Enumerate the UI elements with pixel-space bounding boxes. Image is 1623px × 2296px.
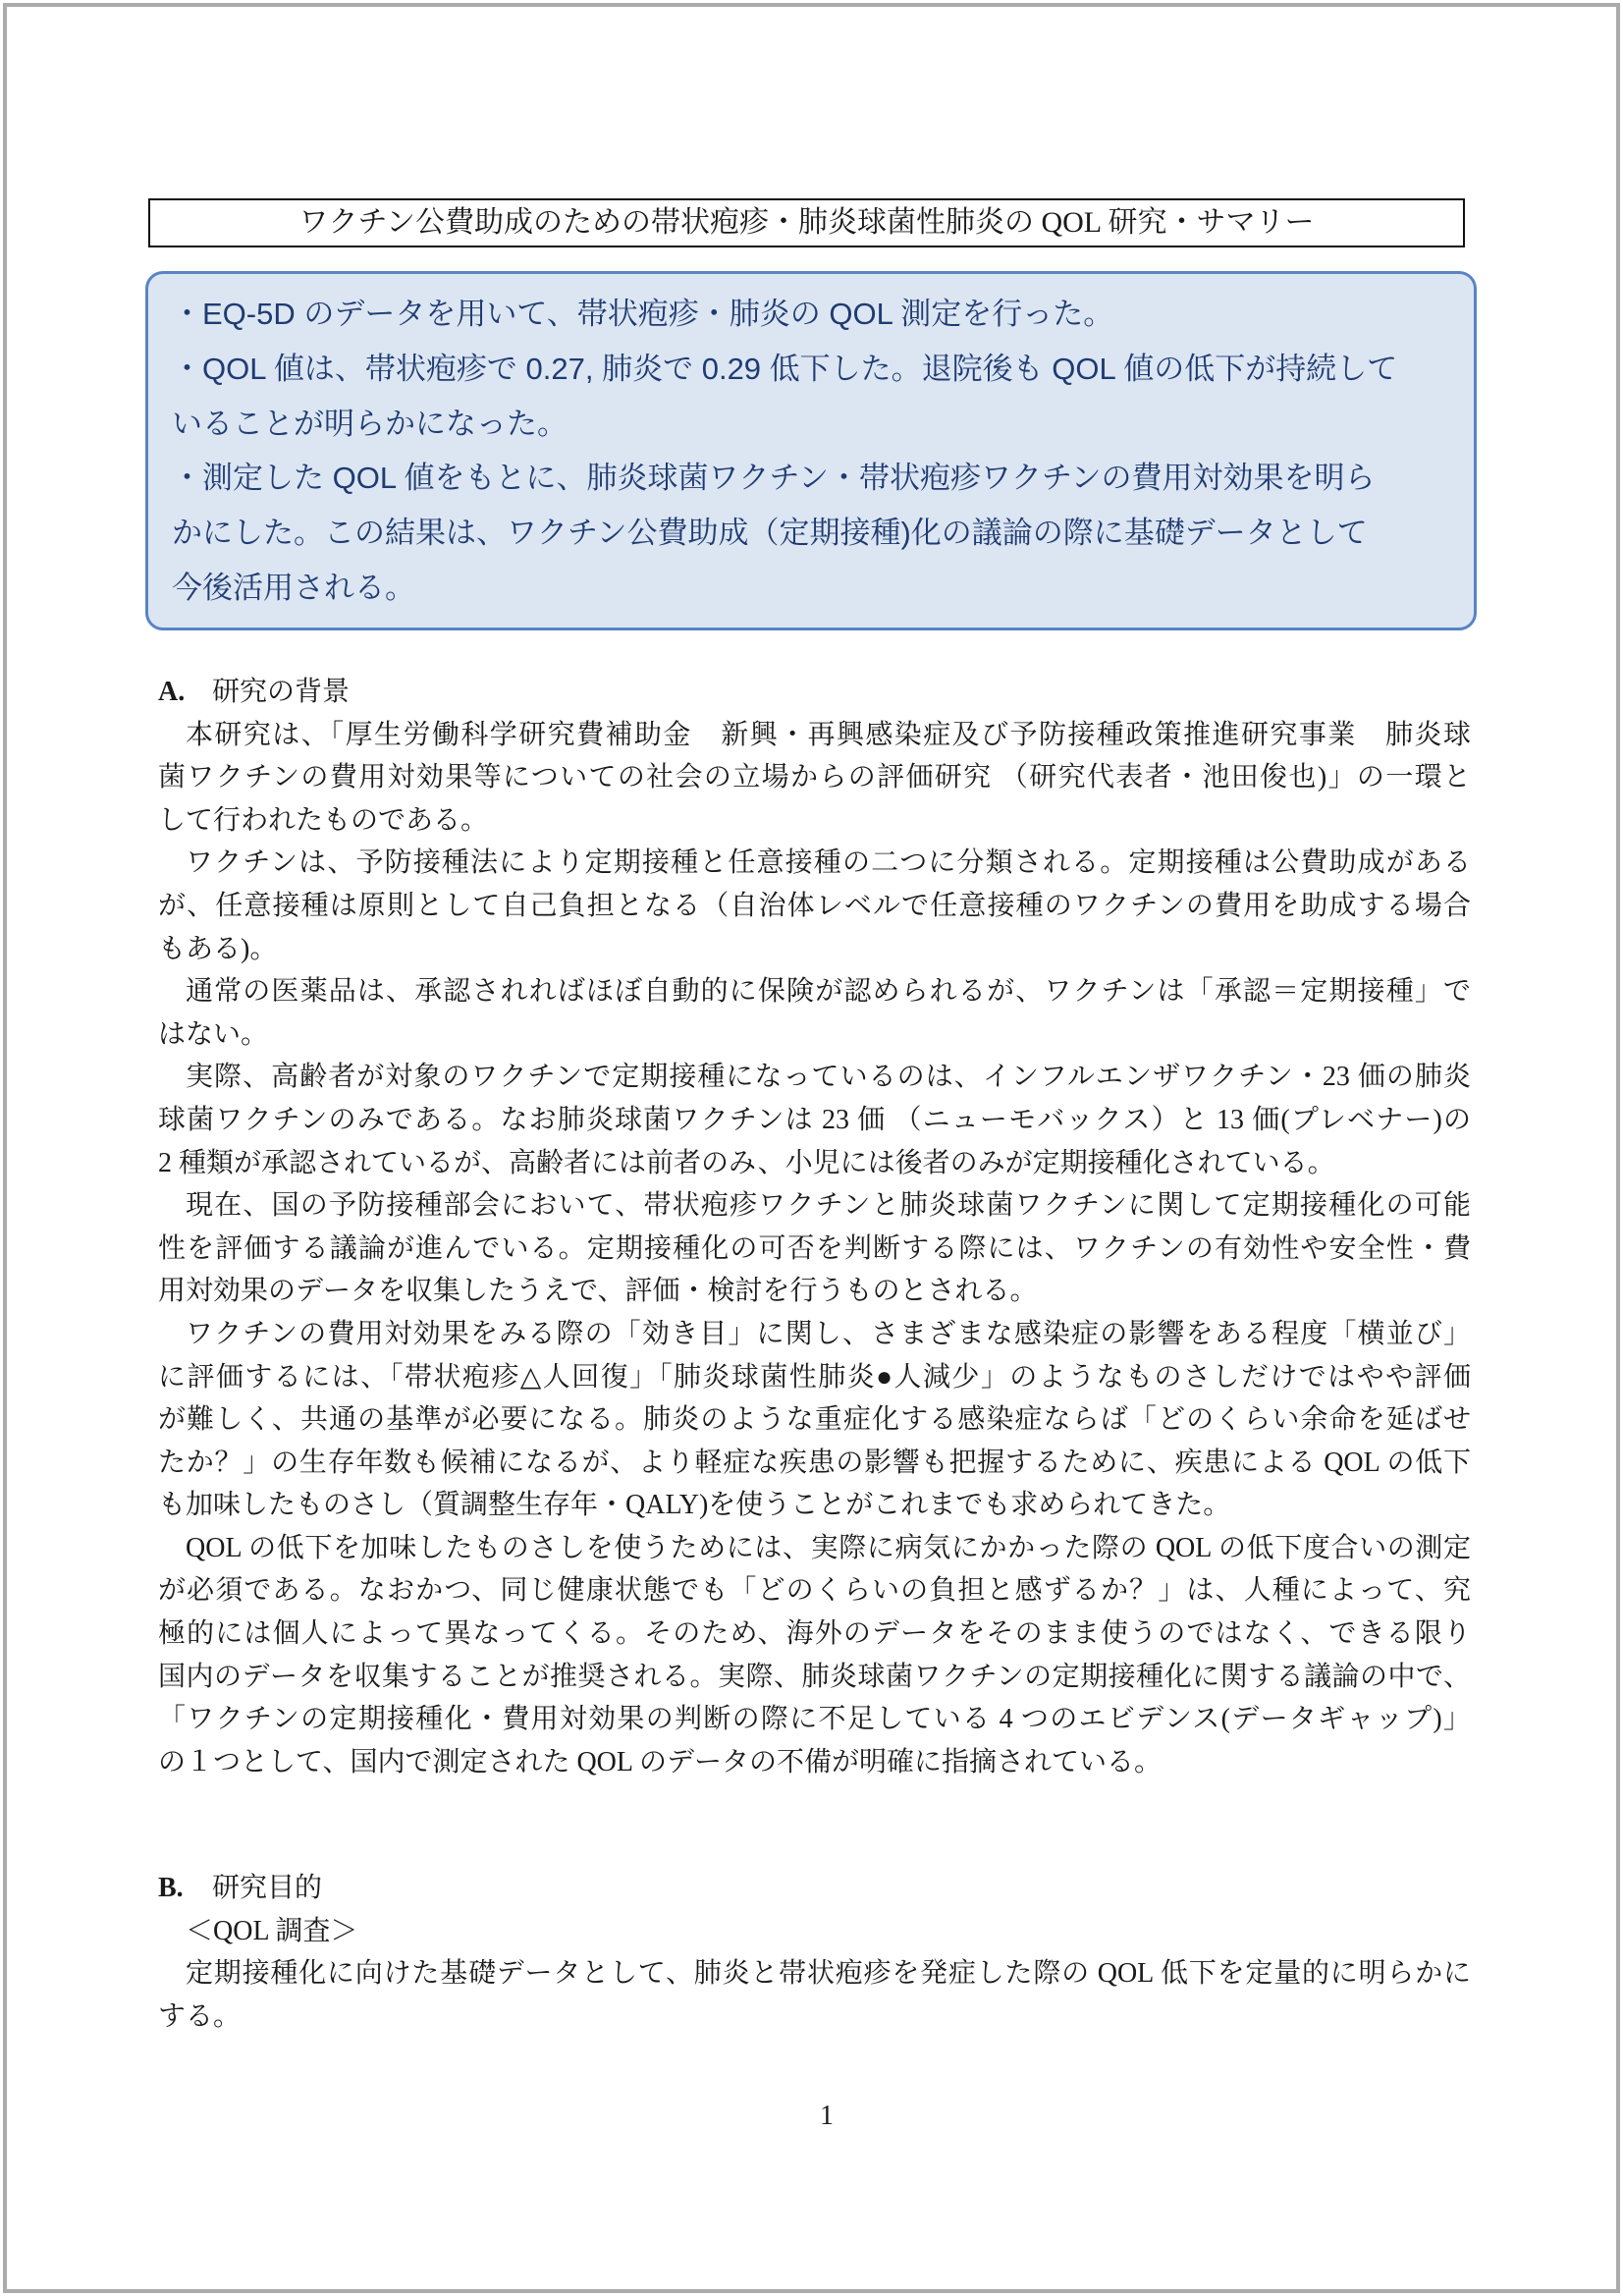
body-line: QOL の低下を加味したものさしを使うためには、実際に病気にかかった際の QOL の低下度合いの測定	[186, 1532, 1471, 1563]
body-line: 「ワクチンの定期接種化・費用対効果の判断の際に不足している 4 つのエビデンス(データギャップ)」	[158, 1704, 1471, 1735]
body-line: が必須である。なおかつ、同じ健康状態でも「どのくらいの負担と感ずるか？」は、人種によって、究	[158, 1575, 1471, 1607]
summary-box	[145, 271, 1477, 630]
body-line: 2 種類が承認されているが、高齢者には前者のみ、小児には後者のみが定期接種化されている。	[158, 1147, 1335, 1178]
subheading: ＜QOL 調査＞	[186, 1915, 358, 1946]
paragraph	[158, 970, 1471, 1056]
paragraph	[158, 714, 1471, 843]
paragraph	[158, 1527, 1471, 1784]
body-line: が、任意接種は原則として自己負担となる（自治体レベルで任意接種のワクチンの費用を助成する場合	[158, 890, 1471, 921]
body-line: が難しく、共通の基準が必要になる。肺炎のような重症化する感染症ならば「どのくらい余命を延ばせ	[158, 1404, 1471, 1436]
section-background	[158, 671, 1471, 1783]
body-line: 性を評価する議論が進んでいる。定期接種化の可否を判断する際には、ワクチンの有効性や安全性・費	[158, 1232, 1471, 1264]
document-title: ワクチン公費助成のための帯状疱疹・肺炎球菌性肺炎の QOL 研究・サマリー	[148, 198, 1465, 247]
paragraph	[158, 1313, 1471, 1527]
section-marker: B.	[158, 1873, 184, 1903]
section-purpose	[158, 1867, 1471, 2038]
section-heading-text: 研究の背景	[212, 677, 351, 707]
body-line: も加味したものさし（質調整生存年・QALY)を使うことがこれまでも求められてきた。	[158, 1490, 1231, 1521]
section-heading-text: 研究目的	[212, 1873, 323, 1903]
body-line: 国内のデータを収集することが推奨される。実際、肺炎球菌ワクチンの定期接種化に関する議論の中で、	[158, 1661, 1471, 1692]
body-line: 実際、高齢者が対象のワクチンで定期接種になっているのは、インフルエンザワクチン・23 価の肺炎	[186, 1062, 1471, 1093]
body-line: して行われたものである。	[158, 804, 489, 836]
paragraph	[158, 1056, 1471, 1184]
body-line: 定期接種化に向けた基礎データとして、肺炎と帯状疱疹を発症した際の QOL 低下を定量的に明らかに	[186, 1958, 1471, 1990]
paragraph	[158, 1952, 1471, 2038]
summary-line: かにした。この結果は、ワクチン公費助成（定期接種)化の議論の際に基礎データとして	[172, 516, 1368, 551]
body-line: の１つとして、国内で測定された QOL のデータの不備が明確に指摘されている。	[158, 1746, 1162, 1777]
body-line: たか？」の生存年数も候補になるが、より軽症な疾患の影響も把握するために、疾患による QOL の低下	[158, 1447, 1471, 1478]
body-line: ワクチンの費用対効果をみる際の「効き目」に関し、さまざまな感染症の影響をある程度「横並び」	[186, 1318, 1471, 1349]
paragraph	[158, 842, 1471, 970]
body-line: もある)。	[158, 933, 278, 964]
summary-line: ・QOL 値は、帯状疱疹で 0.27, 肺炎で 0.29 低下した。退院後も QOL 値の低下が持続して	[172, 351, 1398, 386]
page-number: 1	[820, 2101, 834, 2131]
body-line: 現在、国の予防接種部会において、帯状疱疹ワクチンと肺炎球菌ワクチンに関して定期接種化の可能	[186, 1190, 1471, 1222]
body-line: する。	[158, 2000, 242, 2032]
body-line: に評価するには、「帯状疱疹△人回復」「肺炎球菌性肺炎●人減少」のようなものさしだけではやや評価	[158, 1361, 1471, 1393]
summary-line: 今後活用される。	[172, 570, 415, 605]
body-line: 極的には個人によって異なってくる。そのため、海外のデータをそのまま使うのではなく、できる限り	[158, 1618, 1471, 1650]
summary-line: いることが明らかになった。	[172, 406, 568, 441]
body-line: 本研究は、「厚生労働科学研究費補助金 新興・再興感染症及び予防接種政策推進研究事業 肺炎球	[186, 719, 1471, 750]
body-line: 菌ワクチンの費用対効果等についての社会の立場からの評価研究 （研究代表者・池田俊也)」の一環と	[158, 762, 1471, 793]
body-line: 球菌ワクチンのみである。なお肺炎球菌ワクチンは 23 価 （ニューモバックス）と 13 価(プレベナー)の	[158, 1104, 1471, 1135]
section-heading	[158, 1867, 1471, 1910]
section-marker: A.	[158, 677, 186, 707]
body-line: はない。	[158, 1018, 269, 1050]
section-heading	[158, 671, 1471, 714]
summary-line: ・EQ-5D のデータを用いて、帯状疱疹・肺炎の QOL 測定を行った。	[172, 297, 1114, 331]
summary-line: ・測定した QOL 値をもとに、肺炎球菌ワクチン・帯状疱疹ワクチンの費用対効果を明ら	[172, 461, 1376, 496]
paragraph	[158, 1184, 1471, 1313]
body-line: 用対効果のデータを収集したうえで、評価・検討を行うものとされる。	[158, 1276, 1038, 1307]
body-line: 通常の医薬品は、承認されればほぼ自動的に保険が認められるが、ワクチンは「承認＝定期接種」で	[186, 976, 1471, 1008]
body-line: ワクチンは、予防接種法により定期接種と任意接種の二つに分類される。定期接種は公費助成がある	[186, 847, 1471, 879]
